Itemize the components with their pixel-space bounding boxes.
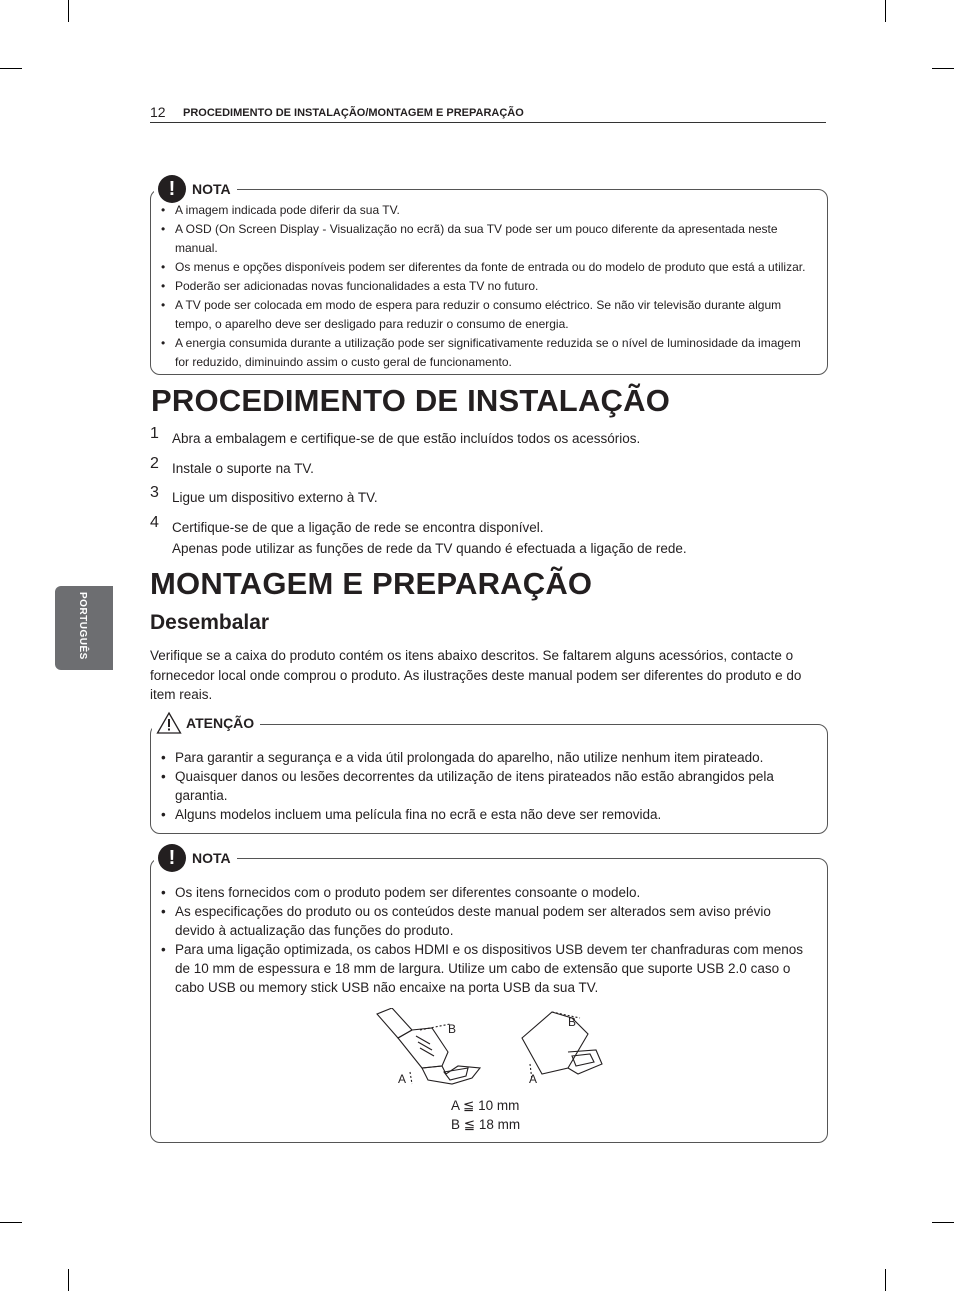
crop-mark bbox=[68, 1269, 69, 1291]
running-title: PROCEDIMENTO DE INSTALAÇÃO/MONTAGEM E PREPARAÇÃO bbox=[183, 107, 524, 119]
crop-mark bbox=[932, 68, 954, 69]
caution-box bbox=[150, 724, 828, 834]
note-header bbox=[154, 175, 237, 203]
caution-list bbox=[153, 748, 803, 824]
note-list bbox=[153, 883, 805, 997]
step-text: Ligue um dispositivo externo à TV. bbox=[172, 490, 378, 505]
step-number: 3 bbox=[150, 484, 159, 501]
page-header bbox=[150, 104, 826, 123]
crop-mark bbox=[885, 1269, 886, 1291]
list-item: • Para uma ligação optimizada, os cabos HDMI e os dispositivos USB devem ter chanfraduras com menos de 10 mm de espessura e 18 mm de largura. Utilize um cabo de extensão que suporte USB 2.0 caso o cabo USB ou memory stick USB não encaixe na porta USB da sua TV. bbox=[153, 940, 805, 997]
step-text: Instale o suporte na TV. bbox=[172, 461, 314, 476]
crop-mark bbox=[885, 0, 886, 22]
crop-mark bbox=[0, 1222, 22, 1223]
step-text: Abra a embalagem e certifique-se de que estão incluídos todos os acessórios. bbox=[172, 431, 641, 446]
list-item: • Para garantir a segurança e a vida útil prolongada do aparelho, não utilize nenhum item pirateado. bbox=[153, 748, 803, 767]
list-item: • A TV pode ser colocada em modo de espera para reduzir o consumo eléctrico. Se não vir televisão durante algum tempo, o aparelho deve ser desligado para reduzir o consumo de energia. bbox=[153, 296, 808, 334]
list-item: • Os itens fornecidos com o produto podem ser diferentes consoante o modelo. bbox=[153, 883, 805, 902]
page-number: 12 bbox=[150, 104, 166, 120]
exclamation-icon: ! bbox=[158, 844, 186, 872]
section-title: MONTAGEM E PREPARAÇÃO bbox=[150, 566, 593, 601]
list-item: • Poderão ser adicionadas novas funcionalidades a esta TV no futuro. bbox=[153, 277, 808, 296]
step-number: 4 bbox=[150, 514, 159, 531]
usb-stick-illustration bbox=[522, 1012, 602, 1080]
step-text-continued: Apenas pode utilizar as funções de rede da TV quando é efectuada a ligação de rede. bbox=[172, 541, 687, 556]
step-number: 1 bbox=[150, 425, 159, 442]
list-item: • Os menus e opções disponíveis podem ser diferentes da fonte de entrada ou do modelo de produto que está a utilizar. bbox=[153, 258, 808, 277]
list-item: • A OSD (On Screen Display - Visualização no ecrã) da sua TV pode ser um pouco diferente da apresentada neste manual. bbox=[153, 220, 808, 258]
list-item: • Quaisquer danos ou lesões decorrentes da utilização de itens pirateados não estão abrangidos pela garantia. bbox=[153, 767, 803, 805]
list-item: • A energia consumida durante a utilização pode ser significativamente reduzida se o nível de luminosidade da imagem for reduzido, diminuindo assim o custo geral de funcionamento. bbox=[153, 334, 808, 372]
crop-mark bbox=[932, 1222, 954, 1223]
list-item: • As especificações do produto ou os conteúdos deste manual podem ser alterados sem aviso prévio devido à actualização das funções do produto. bbox=[153, 902, 805, 940]
subsection-title: Desembalar bbox=[150, 611, 270, 634]
language-tab-label: PORTUGUÊS bbox=[77, 592, 88, 660]
hdmi-cable-illustration bbox=[377, 1008, 480, 1084]
note-box-1 bbox=[150, 189, 828, 375]
dimension-b: B ≦ 18 mm bbox=[451, 1117, 521, 1132]
warning-triangle-icon bbox=[156, 711, 182, 735]
note-label: NOTA bbox=[192, 850, 231, 866]
step-number: 2 bbox=[150, 455, 159, 472]
usb-label-a: A bbox=[529, 1072, 538, 1086]
dimension-a: A ≦ 10 mm bbox=[451, 1098, 520, 1113]
step-text: Certifique-se de que a ligação de rede se encontra disponível. bbox=[172, 520, 544, 535]
connector-dimensions-figure bbox=[372, 1008, 632, 1088]
note-list bbox=[153, 201, 808, 372]
hdmi-label-b: B bbox=[448, 1022, 457, 1036]
exclamation-icon: ! bbox=[158, 175, 186, 203]
hdmi-label-a: A bbox=[398, 1072, 407, 1086]
crop-mark bbox=[68, 0, 69, 22]
note-header bbox=[154, 844, 237, 872]
list-item: • Alguns modelos incluem uma película fina no ecrã e esta não deve ser removida. bbox=[153, 805, 803, 824]
caution-label: ATENÇÃO bbox=[186, 715, 255, 731]
list-item: • A imagem indicada pode diferir da sua TV. bbox=[153, 201, 808, 220]
usb-label-b: B bbox=[568, 1015, 577, 1029]
crop-mark bbox=[0, 68, 22, 69]
caution-header bbox=[152, 711, 260, 735]
intro-paragraph: Verifique se a caixa do produto contém os itens abaixo descritos. Se faltarem alguns acessórios, contacte o fornecedor local onde comprou o produto. As ilustrações deste manual podem ser diferentes do produto e do item reais. bbox=[150, 648, 802, 702]
section-title: PROCEDIMENTO DE INSTALAÇÃO bbox=[151, 383, 671, 418]
note-label: NOTA bbox=[192, 181, 231, 197]
language-tab bbox=[55, 586, 113, 670]
